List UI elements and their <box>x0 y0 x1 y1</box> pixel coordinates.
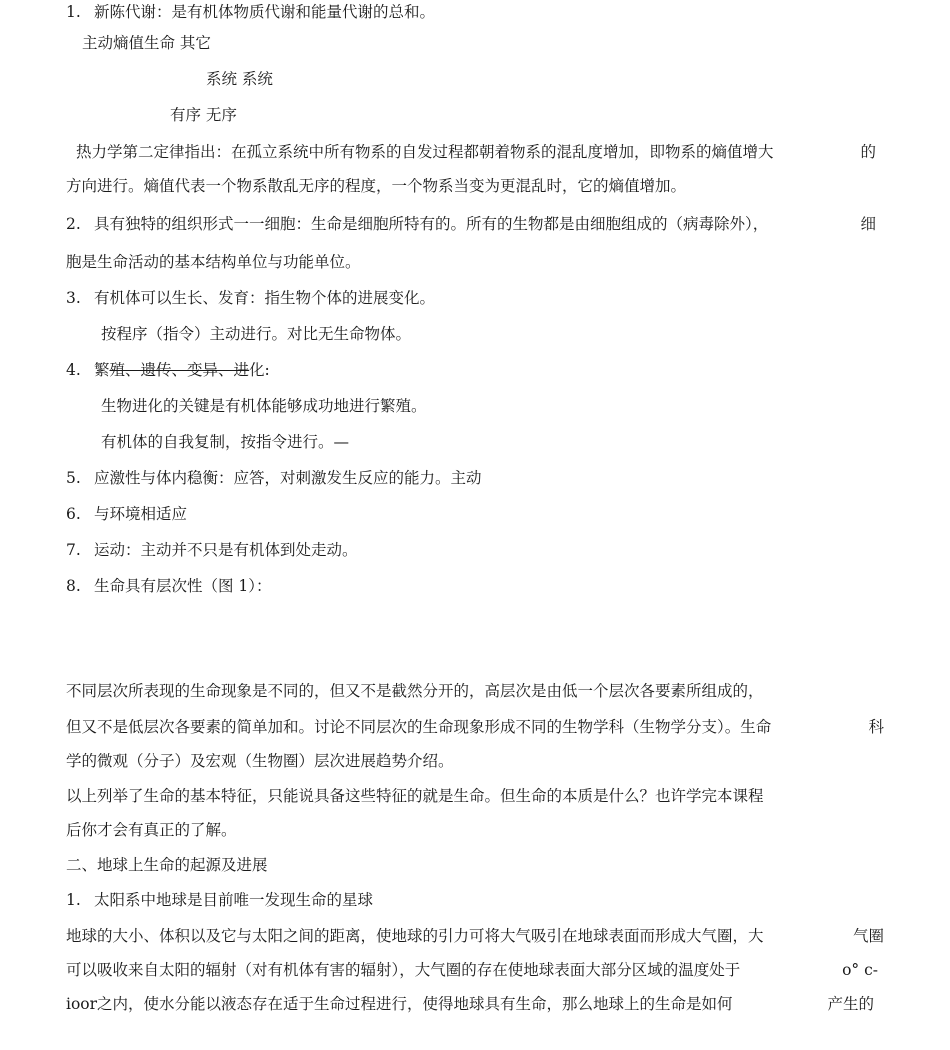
list-item-1 <box>66 2 435 22</box>
para2-line-1: 以上列举了生命的基本特征，只能说具备这些特征的就是生命。但生命的本质是什么？也许学完本课程 <box>66 787 764 805</box>
list-item-2 <box>66 214 876 234</box>
para3-line-1-end: 气圈 <box>852 927 884 945</box>
diagram-row-1: 主动熵值生命 其它 <box>82 34 211 52</box>
list-item-5 <box>66 468 482 488</box>
item-number: 8. <box>66 577 81 595</box>
list-item-7 <box>66 540 358 560</box>
item-number: 1. <box>66 3 81 21</box>
list-item-8 <box>66 576 272 596</box>
item-number: 3. <box>66 289 81 307</box>
item-text: 太阳系中地球是目前唯一发现生命的星球 <box>94 891 374 909</box>
list-item-4 <box>66 360 270 380</box>
para3-line-3-text: ioor之内，使水分能以液态存在适于生命过程进行，使得地球具有生命，那么地球上的生命是如何 <box>66 995 733 1013</box>
item-number: 2. <box>66 215 81 233</box>
item-text-b: 化: <box>249 361 270 379</box>
item-text-struck: 殖、遗传、变异、进 <box>109 361 250 379</box>
para3-line-2-text: 可以吸收来自太阳的辐射（对有机体有害的辐射），大气圈的存在使地球表面大部分区域的温度处于 <box>66 961 741 979</box>
list-item-3 <box>66 288 435 308</box>
item-text: 生命具有层次性（图 1）： <box>94 577 272 595</box>
diagram-row-3: 有序 无序 <box>170 106 237 124</box>
item-number: 4. <box>66 361 81 379</box>
diagram-row-2: 系统 系统 <box>206 70 273 88</box>
list-item-3-sub: 按程序（指令）主动进行。对比无生命物体。 <box>101 325 412 343</box>
item-text: 与环境相适应 <box>94 505 188 523</box>
para3-line-3 <box>66 994 874 1014</box>
para1-line-2-text: 但又不是低层次各要素的简单加和。讨论不同层次的生命现象形成不同的生物学科（生物学分支）。生命 <box>66 718 772 736</box>
list-item-4-sub-2: 有机体的自我复制，按指令进行。— <box>101 433 350 451</box>
item-text-end: 细 <box>860 215 876 233</box>
item-number: 5. <box>66 469 81 487</box>
list-item-4-sub-1: 生物进化的关键是有机体能够成功地进行繁殖。 <box>101 397 427 415</box>
item-text: 新陈代谢：是有机体物质代谢和能量代谢的总和。 <box>94 3 436 21</box>
para1-line-1: 不同层次所表现的生命现象是不同的，但又不是截然分开的，高层次是由低一个层次各要素所组成的， <box>66 682 764 700</box>
para3-line-1-text: 地球的大小、体积以及它与太阳之间的距离，使地球的引力可将大气吸引在地球表面而形成大气圈，大 <box>66 927 764 945</box>
section-heading: 二、地球上生命的起源及进展 <box>66 856 268 874</box>
thermo-line-1 <box>76 142 876 162</box>
list-item-6 <box>66 504 187 524</box>
para3-line-3-end: 产生的 <box>827 995 874 1013</box>
thermo-line-1-end: 的 <box>860 143 876 161</box>
thermo-line-2: 方向进行。熵值代表一个物系散乱无序的程度，一个物系当变为更混乱时，它的熵值增加。 <box>66 177 687 195</box>
item-number: 6. <box>66 505 81 523</box>
item-text: 运动：主动并不只是有机体到处走动。 <box>94 541 358 559</box>
para1-line-2 <box>66 717 884 737</box>
item-text: 应激性与体内稳衡：应答，对刺激发生反应的能力。主动 <box>94 469 482 487</box>
para1-line-2-end: 科 <box>868 718 884 736</box>
thermo-line-1-text: 热力学第二定律指出：在孤立系统中所有物系的自发过程都朝着物系的混乱度增加，即物系的熵值增大 <box>76 143 774 161</box>
item-number: 1. <box>66 891 81 909</box>
item-number: 7. <box>66 541 81 559</box>
para3-line-2-end: o° c- <box>842 961 878 979</box>
item-text: 具有独特的组织形式一一细胞：生命是细胞所特有的。所有的生物都是由细胞组成的（病毒除外）， <box>94 215 769 233</box>
para2-line-2: 后你才会有真正的了解。 <box>66 821 237 839</box>
section2-item-1 <box>66 890 373 910</box>
para1-line-3: 学的微观（分子）及宏观（生物圈）层次进展趋势介绍。 <box>66 752 454 770</box>
item-text: 有机体可以生长、发育：指生物个体的进展变化。 <box>94 289 436 307</box>
para3-line-1 <box>66 926 884 946</box>
list-item-2-cont: 胞是生命活动的基本结构单位与功能单位。 <box>66 253 361 271</box>
item-text-a: 繁 <box>94 361 110 379</box>
para3-line-2 <box>66 960 878 980</box>
